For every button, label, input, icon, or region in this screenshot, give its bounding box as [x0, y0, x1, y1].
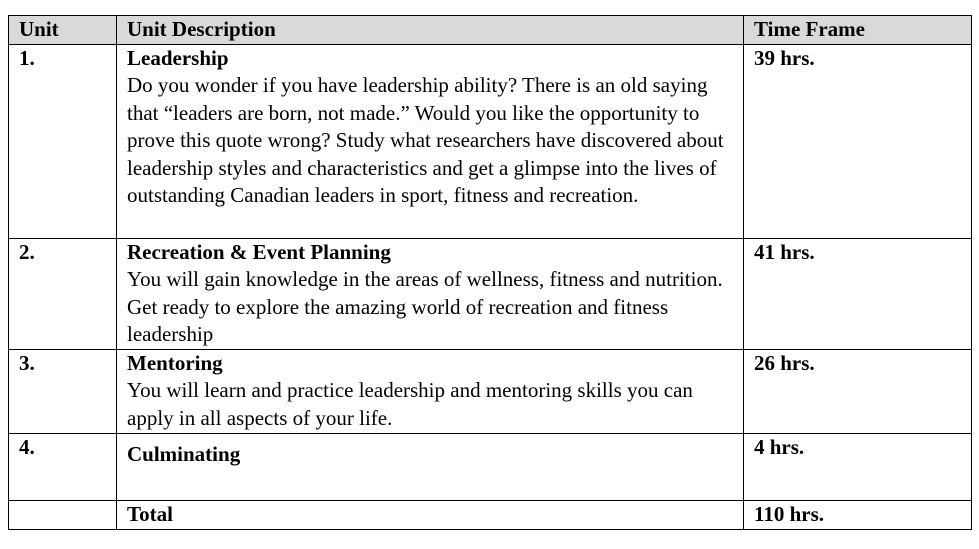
unit-time: 41 hrs.: [744, 238, 972, 349]
table-row: [9, 238, 972, 349]
unit-time: 26 hrs.: [744, 349, 972, 433]
total-empty-cell: [9, 500, 117, 529]
unit-title: Mentoring: [127, 350, 223, 375]
unit-description-cell: [117, 349, 744, 433]
table-header-row: [9, 16, 972, 45]
unit-title: Culminating: [127, 441, 241, 466]
total-time: 110 hrs.: [744, 500, 972, 529]
unit-description-cell: [117, 44, 744, 238]
unit-description: You will learn and practice leadership and mentoring skills you can apply in all aspects of your life.: [127, 378, 693, 430]
unit-number: 2.: [9, 238, 117, 349]
unit-time: 4 hrs.: [744, 433, 972, 500]
unit-number: 3.: [9, 349, 117, 433]
table-row: [9, 349, 972, 433]
unit-description: You will gain knowledge in the areas of wellness, fitness and nutrition. Get ready to explore the amazing world of recreation and fitness leadership: [127, 267, 723, 346]
unit-number: 4.: [9, 433, 117, 500]
unit-description-cell: [117, 433, 744, 500]
header-description: Unit Description: [117, 16, 744, 45]
unit-title: Leadership: [127, 45, 229, 70]
unit-time: 39 hrs.: [744, 44, 972, 238]
total-row: [9, 500, 972, 529]
total-label: Total: [117, 500, 744, 529]
header-time-frame: Time Frame: [744, 16, 972, 45]
header-unit: Unit: [9, 16, 117, 45]
unit-title: Recreation & Event Planning: [127, 239, 391, 264]
unit-number: 1.: [9, 44, 117, 238]
unit-description: Do you wonder if you have leadership ability? There is an old saying that “leaders are born, not made.” Would you like the opportunity to prove this quote wrong? Study what researchers have discovered about leadership styles and characteristics and get a glimpse into the lives of outstanding Canadian leaders in sport, fitness and recreation.: [127, 73, 724, 207]
units-table: [8, 15, 972, 530]
unit-description-cell: [117, 238, 744, 349]
table-row: [9, 433, 972, 500]
table-row: [9, 44, 972, 238]
